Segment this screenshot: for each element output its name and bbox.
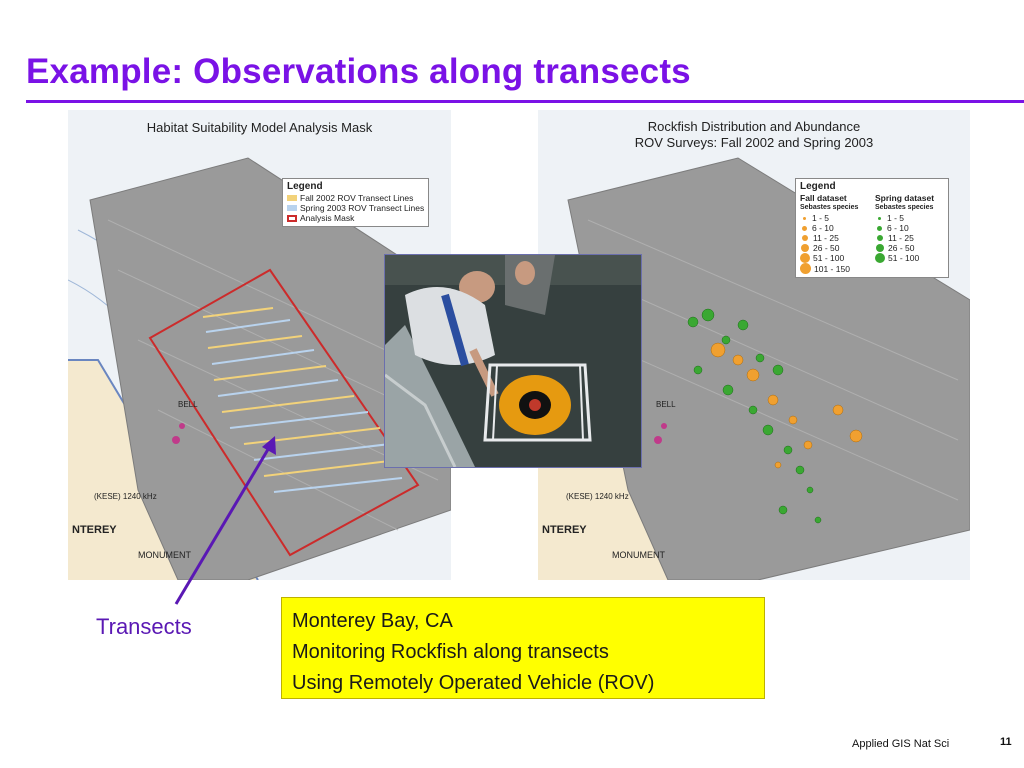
- kese-label: (KESE) 1240 kHz: [566, 492, 629, 501]
- spring-class-label: 11 - 25: [888, 233, 914, 243]
- bell-label: BELL: [178, 400, 198, 409]
- spring-dataset-header: Spring dataset: [875, 193, 935, 203]
- fall-species-subheader: Sebastes species: [800, 204, 859, 211]
- monterey-label: NTEREY: [542, 524, 587, 536]
- footer-course-name: Applied GIS Nat Sci: [852, 738, 950, 750]
- spring-class-label: 51 - 100: [888, 253, 920, 263]
- fall-class-label: 11 - 25: [813, 233, 839, 243]
- fall-class-label: 1 - 5: [812, 213, 830, 223]
- monument-label: MONUMENT: [138, 550, 191, 560]
- spring-class-label: 26 - 50: [888, 243, 915, 253]
- fall-class-label: 51 - 100: [813, 253, 845, 263]
- slide-number: 11: [1000, 736, 1012, 748]
- fall-class-label: 101 - 150: [814, 263, 850, 274]
- legend-item-label: Fall 2002 ROV Transect Lines: [300, 193, 414, 203]
- monument-label: MONUMENT: [612, 550, 665, 560]
- rockfish-legend-title: Legend: [800, 181, 836, 192]
- spring-class-label: 6 - 10: [887, 223, 909, 233]
- slide-title: Example: Observations along transects: [26, 52, 691, 91]
- callout-line-method: Using Remotely Operated Vehicle (ROV): [292, 672, 655, 694]
- study-summary-callout: [281, 597, 765, 699]
- callout-line-monitoring: Monitoring Rockfish along transects: [292, 641, 609, 663]
- habitat-mask-legend-title: Legend: [287, 181, 323, 192]
- monterey-label: NTEREY: [72, 524, 117, 536]
- rockfish-map-title-line2: ROV Surveys: Fall 2002 and Spring 2003: [634, 135, 874, 150]
- fall-dataset-header: Fall dataset: [800, 193, 847, 203]
- callout-line-location: Monterey Bay, CA: [292, 610, 453, 632]
- kese-label: (KESE) 1240 kHz: [94, 492, 157, 501]
- transects-label: Transects: [96, 614, 192, 639]
- fall-class-label: 6 - 10: [812, 223, 834, 233]
- fall-class-label: 26 - 50: [813, 243, 840, 253]
- legend-item-label: Analysis Mask: [300, 213, 355, 223]
- rockfish-map-title-line1: Rockfish Distribution and Abundance: [647, 119, 861, 134]
- spring-class-label: 1 - 5: [887, 213, 905, 223]
- spring-species-subheader: Sebastes species: [875, 204, 934, 211]
- bell-label: BELL: [656, 400, 676, 409]
- habitat-mask-map-title: Habitat Suitability Model Analysis Mask: [146, 120, 373, 135]
- legend-item-label: Spring 2003 ROV Transect Lines: [300, 203, 425, 213]
